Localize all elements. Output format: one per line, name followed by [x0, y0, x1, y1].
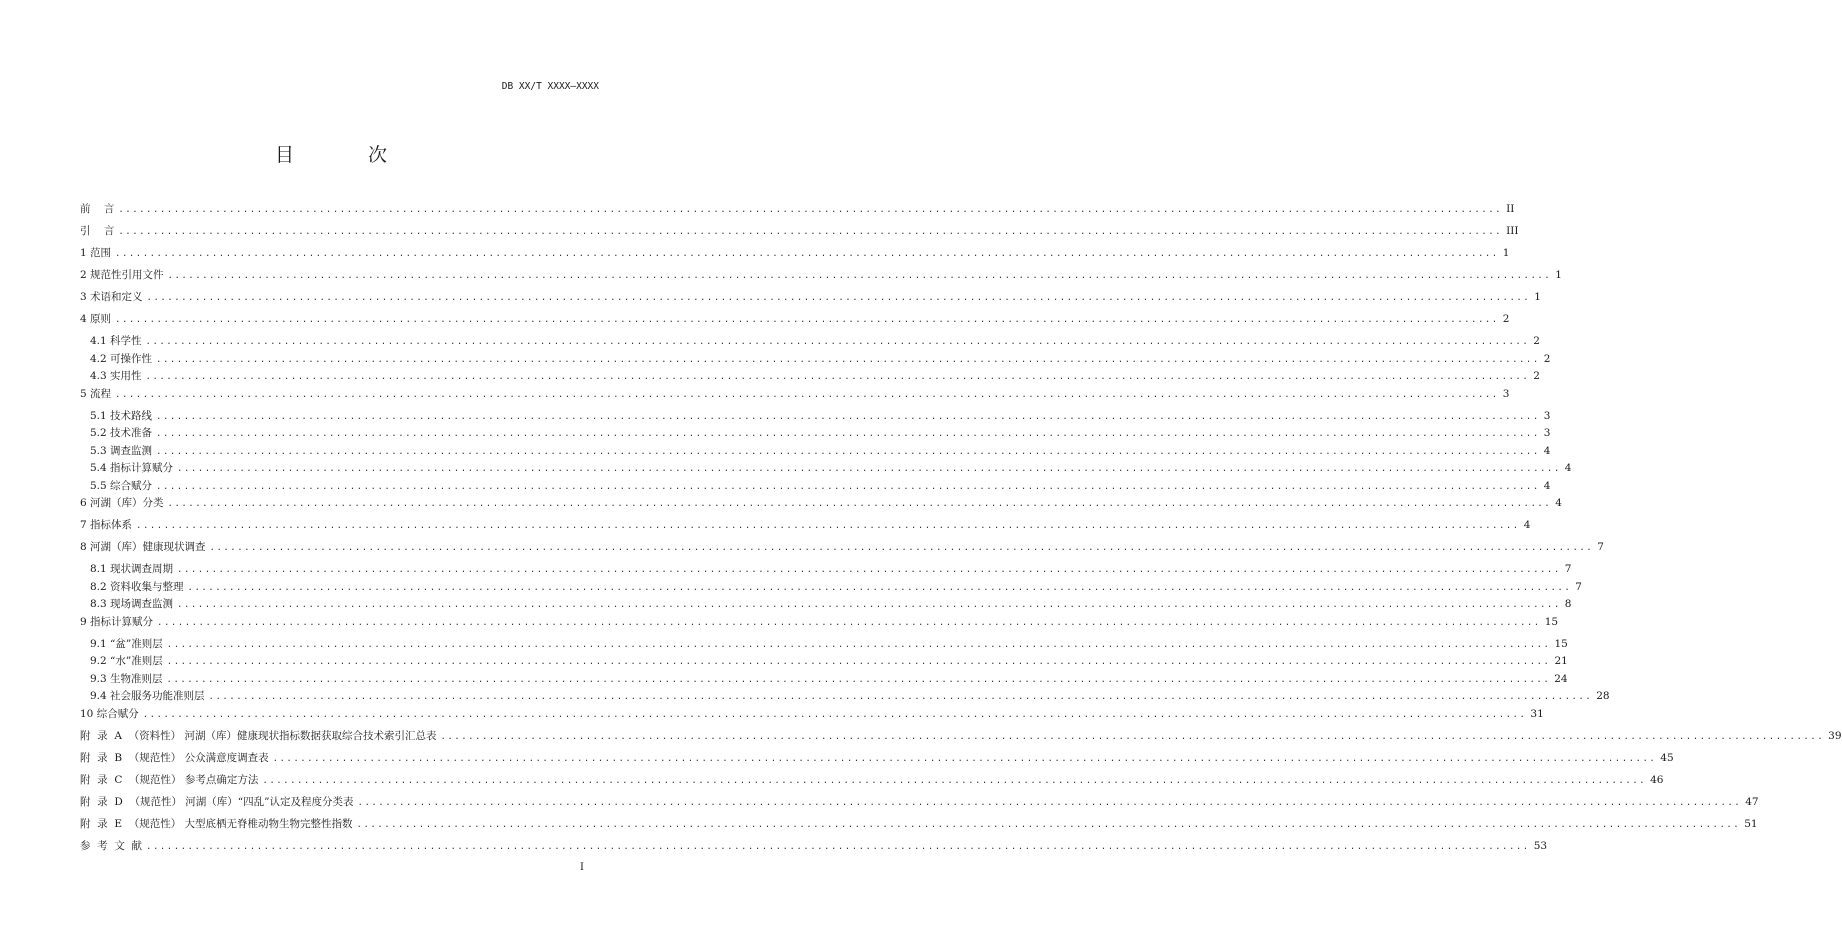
- toc-leader-dots: ........................................................................................................................................................................................................: [209, 543, 1594, 553]
- toc-entry-label: 5.1 技术路线: [90, 409, 153, 422]
- toc-entry-page: 4: [1555, 497, 1562, 509]
- toc-entry-label: 参 考 文 献: [80, 839, 143, 852]
- toc-leader-dots: ........................................................................................................................................................................................................: [115, 315, 1499, 325]
- toc-entry[interactable]: [80, 688, 1610, 706]
- toc-entry[interactable]: [80, 671, 1568, 689]
- toc-entry-label: 5 流程: [80, 387, 112, 400]
- standard-code: DB XX/T XXXX—XXXX: [501, 81, 599, 92]
- toc-entry-page: 3: [1543, 427, 1551, 439]
- toc-entry[interactable]: [80, 408, 1551, 426]
- toc-entry[interactable]: [80, 443, 1551, 461]
- toc-entry[interactable]: [80, 579, 1582, 597]
- toc-entry-label: 前 言: [80, 203, 115, 215]
- toc-leader-dots: ........................................................................................................................................................................................................: [167, 499, 1552, 509]
- toc-leader-dots: ........................................................................................................................................................................................................: [136, 521, 1520, 531]
- toc-entry[interactable]: [80, 706, 1544, 728]
- toc-entry[interactable]: [80, 653, 1568, 671]
- toc-leader-dots: ........................................................................................................................................................................................................: [272, 753, 1657, 764]
- toc-leader-dots: ........................................................................................................................................................................................................: [166, 639, 1551, 650]
- toc-leader-dots: ........................................................................................................................................................................................................: [146, 293, 1531, 303]
- toc-entry-label: 8.1 现状调查周期: [90, 563, 174, 575]
- toc-entry-page: II: [1506, 203, 1515, 215]
- toc-leader-dots: ........................................................................................................................................................................................................: [146, 841, 1530, 852]
- toc-entry-page: 2: [1533, 370, 1540, 382]
- toc-entry-label: 1 范围: [80, 247, 112, 259]
- page-number: I: [580, 862, 584, 873]
- toc-entry-page: 2: [1543, 352, 1551, 365]
- toc-leader-dots: ........................................................................................................................................................................................................: [118, 227, 1503, 237]
- toc-entry-page: 15: [1544, 615, 1559, 628]
- toc-entry-label: 附 录 E （规范性） 大型底栖无脊椎动物生物完整性指数: [80, 817, 353, 830]
- toc-leader-dots: ........................................................................................................................................................................................................: [166, 674, 1551, 685]
- toc-entry-label: 7 指标体系: [80, 519, 133, 531]
- toc-entry[interactable]: [80, 311, 1510, 333]
- toc-leader-dots: ........................................................................................................................................................................................................: [115, 249, 1499, 259]
- toc-entry-label: 9.4 社会服务功能准则层: [90, 690, 205, 702]
- toc-entry-label: 附 录 B （规范性） 公众满意度调查表: [80, 751, 269, 764]
- toc-entry-label: 附 录 D （规范性） 河湖（库）“四乱”认定及程度分类表: [80, 795, 354, 808]
- toc-entry[interactable]: [80, 267, 1562, 289]
- toc-leader-dots: ........................................................................................................................................................................................................: [440, 731, 1825, 742]
- toc-entry-label: 9.1 “盆”准则层: [90, 637, 163, 650]
- toc-entry-label: 5.4 指标计算赋分: [90, 462, 174, 474]
- toc-entry-page: 8: [1564, 598, 1572, 610]
- toc-entry[interactable]: [80, 838, 1548, 860]
- toc-entry-label: 附 录 C （规范性） 参考点确定方法: [80, 773, 259, 786]
- toc-entry-label: 6 河湖（库）分类: [80, 497, 164, 509]
- toc-entry-label: 4.2 可操作性: [90, 352, 153, 365]
- toc-entry-page: 2: [1533, 335, 1540, 347]
- toc-entry-page: 4: [1564, 462, 1572, 474]
- toc-leader-dots: ........................................................................................................................................................................................................: [166, 657, 1551, 667]
- toc-leader-dots: ........................................................................................................................................................................................................: [145, 372, 1530, 382]
- toc-entry-label: 8.3 现场调查监测: [90, 598, 174, 610]
- toc-leader-dots: ........................................................................................................................................................................................................: [177, 464, 1561, 474]
- toc-entry[interactable]: [80, 794, 1759, 816]
- toc-entry-page: 1: [1555, 269, 1562, 281]
- toc-entry-page: 3: [1543, 409, 1551, 422]
- toc-entry-page: 2: [1502, 313, 1510, 325]
- toc-entry-page: 15: [1554, 637, 1568, 650]
- toc-entry-label: 9.2 “水”准则层: [90, 655, 163, 667]
- toc-entry[interactable]: [80, 245, 1510, 267]
- toc-leader-dots: ........................................................................................................................................................................................................: [357, 797, 1742, 808]
- toc-entry-label: 5.2 技术准备: [90, 427, 153, 439]
- toc-leader-dots: ........................................................................................................................................................................................................: [177, 565, 1561, 575]
- toc-entry[interactable]: [80, 223, 1519, 245]
- toc-entry-label: 2 规范性引用文件: [80, 269, 164, 281]
- toc-entry[interactable]: [80, 750, 1674, 772]
- toc-entry-page: 24: [1554, 672, 1568, 685]
- toc-entry[interactable]: [80, 289, 1541, 311]
- toc-leader-dots: ........................................................................................................................................................................................................: [156, 429, 1540, 439]
- page-title: 目 次: [274, 144, 422, 166]
- toc-leader-dots: ........................................................................................................................................................................................................: [177, 600, 1561, 610]
- toc-entry-page: 45: [1660, 751, 1674, 764]
- toc-entry-label: 3 术语和定义: [80, 291, 143, 303]
- toc-entry[interactable]: [80, 368, 1540, 386]
- toc-entry[interactable]: [80, 425, 1551, 443]
- toc-entry-label: 10 综合赋分: [80, 707, 139, 720]
- toc-entry-page: 1: [1534, 291, 1541, 303]
- toc-leader-dots: ........................................................................................................................................................................................................: [187, 582, 1572, 593]
- toc-leader-dots: ........................................................................................................................................................................................................: [156, 411, 1540, 422]
- toc-leader-dots: ........................................................................................................................................................................................................: [208, 692, 1593, 702]
- toc-entry-page: 51: [1744, 817, 1758, 830]
- toc-leader-dots: ........................................................................................................................................................................................................: [356, 819, 1741, 830]
- toc-entry-page: 47: [1745, 795, 1759, 808]
- toc-entry[interactable]: [80, 333, 1540, 351]
- toc-entry-page: 46: [1650, 773, 1664, 786]
- toc-entry-label: 9 指标计算赋分: [80, 615, 154, 628]
- toc-leader-dots: ........................................................................................................................................................................................................: [115, 389, 1499, 400]
- toc-entry-page: 4: [1523, 519, 1531, 531]
- table-of-contents: [80, 201, 1842, 860]
- toc-entry[interactable]: [80, 539, 1604, 561]
- toc-entry[interactable]: [80, 772, 1664, 794]
- toc-entry-page: 3: [1502, 387, 1510, 400]
- toc-entry-label: 5.5 综合赋分: [90, 479, 153, 492]
- toc-entry-label: 5.3 调查监测: [90, 444, 153, 457]
- toc-entry-label: 附 录 A （资料性） 河湖（库）健康现状指标数据获取综合技术索引汇总表: [80, 729, 437, 742]
- toc-leader-dots: ........................................................................................................................................................................................................: [142, 709, 1527, 720]
- toc-entry[interactable]: [80, 728, 1842, 750]
- toc-entry-page: 7: [1575, 580, 1582, 593]
- toc-entry[interactable]: [80, 495, 1562, 517]
- toc-entry-page: 4: [1543, 479, 1551, 492]
- toc-entry[interactable]: [80, 517, 1531, 539]
- toc-entry-page: 39: [1828, 729, 1842, 742]
- toc-leader-dots: ........................................................................................................................................................................................................: [156, 446, 1540, 457]
- toc-entry-page: 28: [1596, 690, 1610, 702]
- toc-leader-dots: ........................................................................................................................................................................................................: [118, 205, 1503, 215]
- toc-entry-label: 9.3 生物准则层: [90, 672, 163, 685]
- toc-entry-page: 7: [1564, 563, 1572, 575]
- toc-entry-label: 8 河湖（库）健康现状调查: [80, 541, 206, 553]
- toc-entry-label: 4.1 科学性: [90, 335, 142, 347]
- toc-entry[interactable]: [80, 201, 1515, 223]
- toc-entry[interactable]: [80, 460, 1572, 478]
- toc-leader-dots: ........................................................................................................................................................................................................: [167, 271, 1552, 281]
- toc-entry-label: 4 原则: [80, 313, 112, 325]
- toc-entry-page: 21: [1554, 655, 1568, 667]
- toc-entry-page: 1: [1502, 247, 1510, 259]
- toc-entry-page: 53: [1533, 839, 1548, 852]
- toc-entry-page: 7: [1597, 541, 1604, 553]
- toc-leader-dots: ........................................................................................................................................................................................................: [157, 617, 1541, 628]
- toc-entry[interactable]: [80, 561, 1572, 579]
- toc-entry-page: 4: [1543, 444, 1551, 457]
- toc-entry-label: 8.2 资料收集与整理: [90, 580, 184, 593]
- toc-leader-dots: ........................................................................................................................................................................................................: [156, 481, 1540, 492]
- toc-entry-label: 4.3 实用性: [90, 370, 142, 382]
- toc-entry-page: III: [1506, 225, 1519, 237]
- toc-entry[interactable]: [80, 614, 1559, 636]
- toc-entry[interactable]: [80, 386, 1510, 408]
- toc-entry[interactable]: [80, 478, 1551, 496]
- toc-entry[interactable]: [80, 596, 1572, 614]
- toc-entry-page: 31: [1530, 707, 1544, 720]
- toc-entry-label: 引 言: [80, 225, 115, 237]
- toc-entry[interactable]: [80, 636, 1568, 654]
- toc-leader-dots: ........................................................................................................................................................................................................: [145, 337, 1530, 347]
- toc-leader-dots: ........................................................................................................................................................................................................: [156, 354, 1540, 365]
- toc-entry[interactable]: [80, 351, 1551, 369]
- toc-entry[interactable]: [80, 816, 1758, 838]
- toc-leader-dots: ........................................................................................................................................................................................................: [262, 775, 1647, 786]
